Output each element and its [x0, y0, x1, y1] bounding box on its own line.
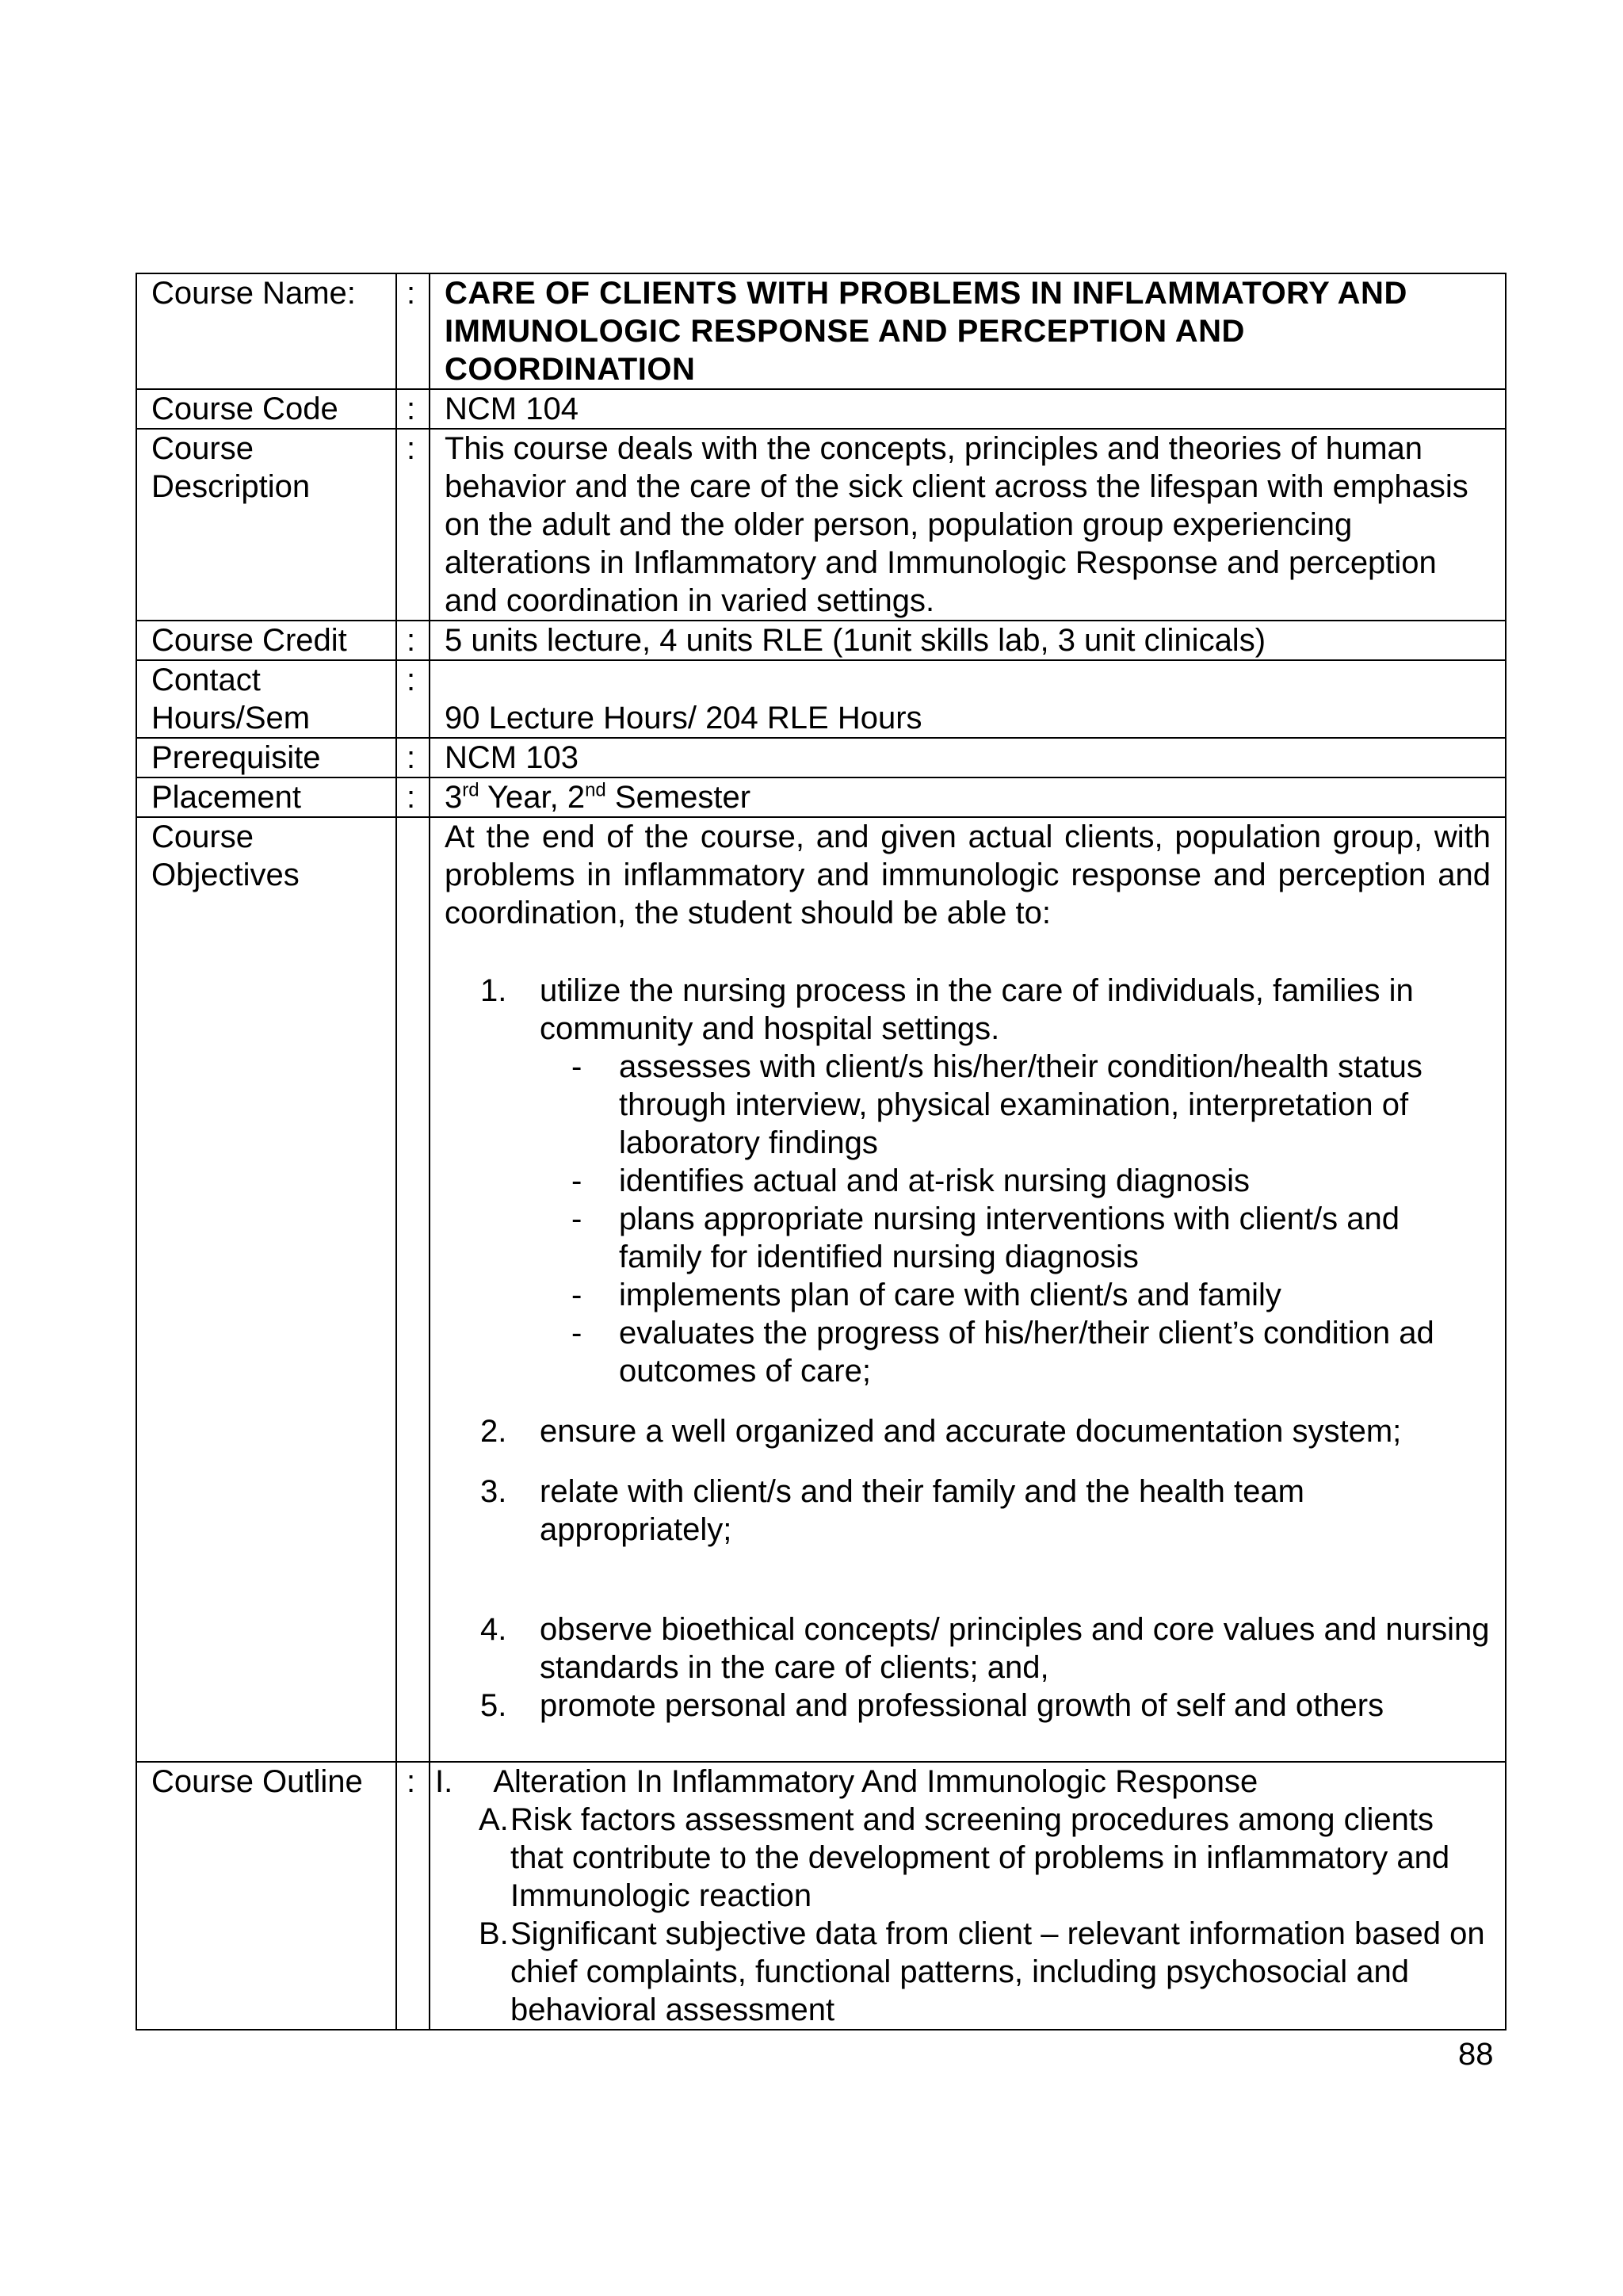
- row-course-credit: [136, 621, 1506, 660]
- objective-item: [445, 1412, 1491, 1450]
- outline-section-title: Alteration In Inflammatory And Immunologic Response: [493, 1764, 1258, 1799]
- objective-subitem: [445, 1162, 1491, 1200]
- subitem-text: plans appropriate nursing interventions with client/s and family for identified nursing diagnosis: [619, 1201, 1400, 1274]
- course-credit-label: Course Credit: [136, 621, 396, 660]
- objective-subitem: [445, 1276, 1491, 1314]
- course-objectives-label-line1: Course: [151, 819, 254, 854]
- contact-hours-label: [136, 660, 396, 738]
- course-description-label-line1: Course: [151, 431, 254, 466]
- contact-hours-label-line1: Contact: [151, 663, 261, 697]
- placement-label: Placement: [136, 777, 396, 817]
- course-description-value: This course deals with the concepts, principles and theories of human behavior and the care of the sick client across the lifespan with emphasis on the adult and the older person, population group experiencing alterations in Inflammatory and Immunologic Response and perception and coordination in varied settings.: [430, 429, 1506, 621]
- course-code-label: Course Code: [136, 389, 396, 429]
- course-name-separator: :: [396, 273, 430, 389]
- objective-number: 4.: [480, 1612, 507, 1647]
- course-description-label: [136, 429, 396, 621]
- placement-year-word: Year,: [479, 780, 567, 815]
- placement-semester-number: 2: [567, 780, 586, 815]
- objectives-intro: At the end of the course, and given actual clients, population group, with problems in inflammatory and immunologic response and perception and coordination, the student should be able to:: [445, 819, 1491, 930]
- placement-separator: :: [396, 777, 430, 817]
- placement-value: [430, 777, 1506, 817]
- course-name-label: Course Name:: [136, 273, 396, 389]
- course-outline-separator: :: [396, 1762, 430, 2030]
- prerequisite-separator: :: [396, 738, 430, 777]
- dash-marker: -: [571, 1049, 582, 1084]
- objective-text: relate with client/s and their family and the health team appropriately;: [540, 1474, 1304, 1547]
- prerequisite-value: NCM 103: [430, 738, 1506, 777]
- row-course-outline: [136, 1762, 1506, 2030]
- row-course-objectives: [136, 817, 1506, 1762]
- objectives-list: [445, 972, 1491, 1725]
- row-course-description: [136, 429, 1506, 621]
- dash-marker: -: [571, 1201, 582, 1236]
- contact-hours-label-line2: Hours/Sem: [151, 701, 311, 735]
- course-outline-label: Course Outline: [136, 1762, 396, 2030]
- objective-item: [445, 1687, 1491, 1725]
- course-objectives-value: [430, 817, 1506, 1762]
- placement-year-suffix: rd: [462, 779, 479, 801]
- dash-marker: -: [571, 1278, 582, 1312]
- subitem-text: assesses with client/s his/her/their condition/health status through interview, physical examination, interpretation of laboratory findings: [619, 1049, 1423, 1160]
- outline-item-text-content: Risk factors assessment and screening procedures among clients that contribute to the development of problems in inflammatory and Immunologic reaction: [510, 1802, 1450, 1913]
- dash-marker: -: [571, 1163, 582, 1198]
- subitem-text: implements plan of care with client/s and family: [619, 1278, 1281, 1312]
- row-placement: [136, 777, 1506, 817]
- contact-hours-separator: :: [396, 660, 430, 738]
- outline-item: [435, 1915, 1491, 2029]
- outline-item-letter: B.: [479, 1916, 509, 1951]
- outline-item-text: [510, 1915, 1491, 2029]
- objective-number: 1.: [480, 973, 507, 1008]
- objective-item: [445, 1473, 1491, 1549]
- subitem-text: identifies actual and at-risk nursing diagnosis: [619, 1163, 1250, 1198]
- outline-item: [435, 1801, 1491, 1915]
- course-description-separator: :: [396, 429, 430, 621]
- prerequisite-label: Prerequisite: [136, 738, 396, 777]
- subitem-text: evaluates the progress of his/her/their client’s condition ad outcomes of care;: [619, 1316, 1434, 1389]
- objective-text: utilize the nursing process in the care of individuals, families in community and hospital settings.: [540, 973, 1414, 1046]
- course-outline-value: [430, 1762, 1506, 2030]
- course-description-label-line2: Description: [151, 469, 311, 504]
- objective-number: 3.: [480, 1474, 507, 1509]
- objective-subitem: [445, 1048, 1491, 1162]
- course-document: [136, 273, 1507, 2030]
- objective-text: promote personal and professional growth of self and others: [540, 1688, 1384, 1723]
- objective-number: 5.: [480, 1688, 507, 1723]
- placement-semester-suffix: nd: [585, 779, 606, 801]
- course-credit-separator: :: [396, 621, 430, 660]
- row-prerequisite: [136, 738, 1506, 777]
- objective-subitem: [445, 1314, 1491, 1390]
- objective-number: 2.: [480, 1414, 507, 1449]
- course-objectives-label-line2: Objectives: [151, 858, 300, 892]
- objective-subitems: [445, 1048, 1491, 1390]
- objective-text: observe bioethical concepts/ principles and core values and nursing standards in the care of clients; and,: [540, 1612, 1490, 1685]
- placement-year-number: 3: [445, 780, 463, 815]
- dash-marker: -: [571, 1316, 582, 1350]
- page-number: 88: [1458, 2037, 1494, 2072]
- course-objectives-label: [136, 817, 396, 1762]
- outline-item-text: [510, 1801, 1491, 1915]
- objective-subitem: [445, 1200, 1491, 1276]
- course-code-separator: :: [396, 389, 430, 429]
- course-objectives-separator: [396, 817, 430, 1762]
- outline-section-number: I.: [435, 1764, 453, 1799]
- outline-item-text-content: Significant subjective data from client – relevant information based on chief complaints, functional patterns, including psychosocial and behavioral assessment: [510, 1916, 1485, 2027]
- contact-hours-value: 90 Lecture Hours/ 204 RLE Hours: [430, 660, 1506, 738]
- course-name-value: CARE OF CLIENTS WITH PROBLEMS IN INFLAMMATORY AND IMMUNOLOGIC RESPONSE AND PERCEPTION AND COORDINATION: [430, 273, 1506, 389]
- outline-section-heading: [435, 1763, 1491, 1801]
- objective-item: [445, 1610, 1491, 1687]
- course-credit-value: 5 units lecture, 4 units RLE (1unit skills lab, 3 unit clinicals): [430, 621, 1506, 660]
- row-course-name: [136, 273, 1506, 389]
- objective-text: ensure a well organized and accurate documentation system;: [540, 1414, 1402, 1449]
- objective-item: [445, 972, 1491, 1390]
- course-table: [136, 273, 1507, 2030]
- outline-item-letter: A.: [479, 1802, 509, 1837]
- course-code-value: NCM 104: [430, 389, 1506, 429]
- row-contact-hours: [136, 660, 1506, 738]
- placement-semester-word: Semester: [605, 780, 751, 815]
- row-course-code: [136, 389, 1506, 429]
